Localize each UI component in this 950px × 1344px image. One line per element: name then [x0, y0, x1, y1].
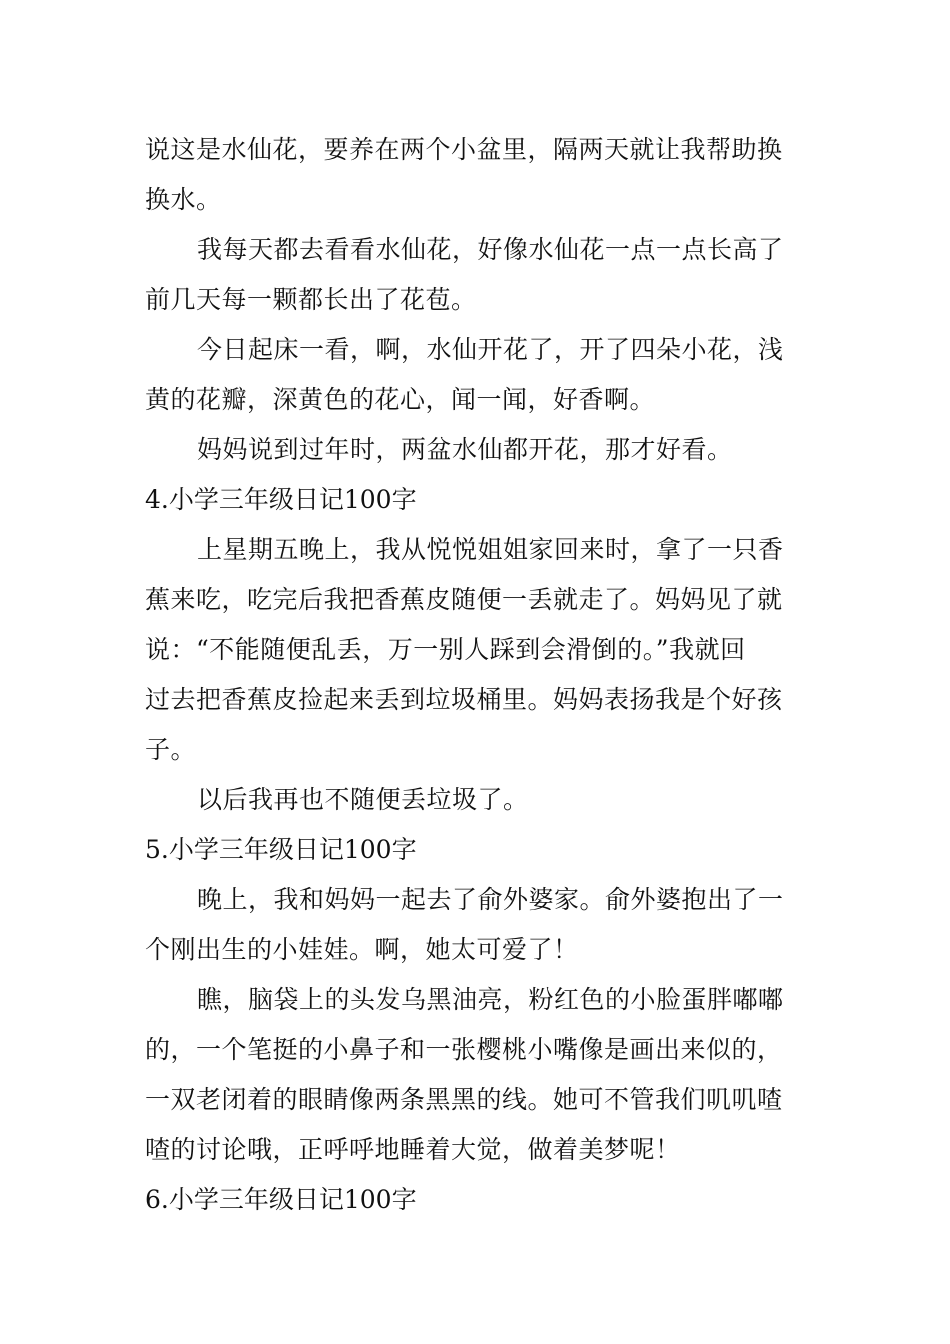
paragraph-line: 过去把香蕉皮捡起来丢到垃圾桶里。妈妈表扬我是个好孩 — [145, 685, 783, 714]
paragraph-line: 说这是水仙花，要养在两个小盆里，隔两天就让我帮助换 — [145, 135, 783, 164]
paragraph-line: 子。 — [145, 735, 197, 764]
paragraph-line: 瞧，脑袋上的头发乌黑油亮，粉红色的小脸蛋胖嘟嘟 — [197, 985, 784, 1014]
paragraph-line: 以后我再也不随便丢垃圾了。 — [197, 785, 529, 814]
paragraph-line: 蕉来吃，吃完后我把香蕉皮随便一丢就走了。妈妈见了就 — [145, 585, 783, 614]
paragraph-line: 说：“不能随便乱丢，万一别人踩到会滑倒的。”我就回 — [145, 635, 746, 664]
paragraph-line: 喳的讨论哦，正呼呼地睡着大觉，做着美梦呢！ — [145, 1135, 681, 1164]
section-heading: 5.小学三年级日记100字 — [145, 835, 417, 864]
paragraph-line: 黄的花瓣，深黄色的花心，闻一闻，好香啊。 — [145, 385, 656, 414]
paragraph-line: 我每天都去看看水仙花，好像水仙花一点一点长高了 — [197, 235, 784, 264]
paragraph-line: 个刚出生的小娃娃。啊，她太可爱了！ — [145, 935, 579, 964]
paragraph-line: 换水。 — [145, 185, 222, 214]
paragraph-line: 一双老闭着的眼睛像两条黑黑的线。她可不管我们叽叽喳 — [145, 1085, 783, 1114]
paragraph-line: 妈妈说到过年时，两盆水仙都开花，那才好看。 — [197, 435, 733, 464]
paragraph-line: 今日起床一看，啊，水仙开花了，开了四朵小花，浅 — [197, 335, 784, 364]
section-heading: 4.小学三年级日记100字 — [145, 485, 417, 514]
section-heading: 6.小学三年级日记100字 — [145, 1185, 417, 1214]
paragraph-line: 前几天每一颗都长出了花苞。 — [145, 285, 477, 314]
paragraph-line: 晚上，我和妈妈一起去了俞外婆家。俞外婆抱出了一 — [197, 885, 784, 914]
paragraph-line: 上星期五晚上，我从悦悦姐姐家回来时，拿了一只香 — [197, 535, 784, 564]
paragraph-line: 的，一个笔挺的小鼻子和一张樱桃小嘴像是画出来似的， — [145, 1035, 783, 1064]
